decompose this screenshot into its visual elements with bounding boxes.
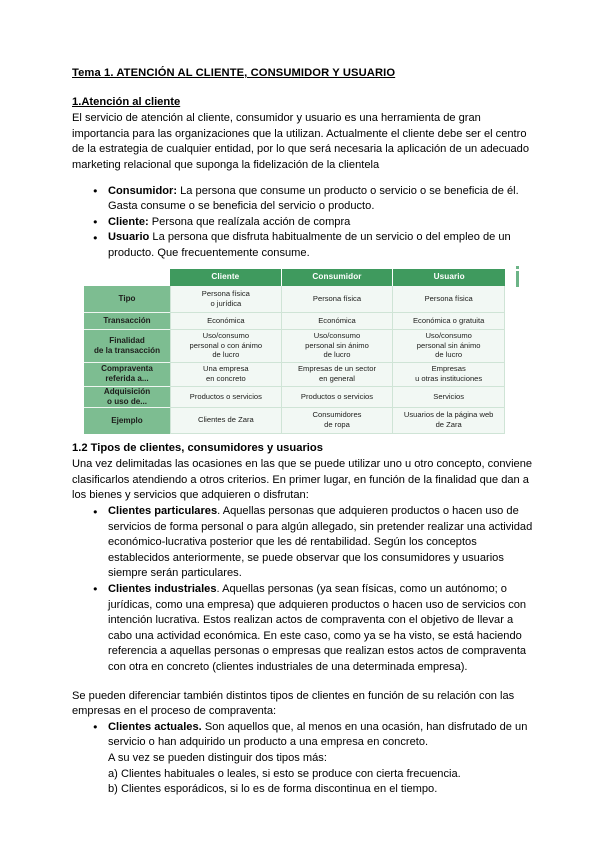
definition-text-consumidor: La persona que consume un producto o servicio o se beneficia de él. Gasta consume o se beneficia del servicio o producto. [108,184,519,213]
table-header-row [84,269,505,286]
section-heading-tipos-de-clientes: 1.2 Tipos de clientes, consumidores y usuarios [72,441,323,454]
row-label-adquisicion [84,387,170,408]
cell-line: Productos o servicios [189,391,262,401]
section2-paragraph2: Se pueden diferenciar también distintos tipos de clientes en función de su relación con las empresas en el proceso de compraventa: [72,689,515,718]
cell-line: Uso/consumo [425,331,472,341]
list-item-clientes-particulares [72,504,540,582]
table-row [84,286,505,313]
row-label-tipo [84,286,170,313]
cell-line: personal o con ánimo [189,340,263,350]
spacer [72,174,540,184]
label-line: Compraventa [101,364,153,374]
cell-line: en concreto [206,374,246,384]
spacer [72,676,540,689]
list-item-usuario [72,230,540,261]
type-term-particulares: Clientes particulares [108,505,218,518]
label-line: referida a... [105,374,149,384]
comparison-table-container [84,269,517,434]
cell-line: Clientes de Zara [197,415,254,425]
relation-text-actuales: Son aquellos que, al menos en una ocasión, han disfrutado de un servicio o han adquirido un producto a una empresa en concreto. [108,720,528,749]
definition-term-usuario: Usuario [108,231,150,244]
cell-tipo-usuario [393,286,505,313]
cell-line: de lucro [435,350,463,360]
cell-line: personal sin ánimo [305,340,369,350]
page-title: Tema 1. ATENCIÓN AL CLIENTE, CONSUMIDOR Y USUARIO [72,67,396,79]
cell-ejemplo-consumidor [282,408,394,434]
table-row [84,408,505,434]
cell-line: Empresas [431,364,466,374]
label-line: o uso de... [107,396,148,406]
cell-line: Uso/consumo [202,331,250,341]
cell-line: u otras instituciones [415,374,483,384]
cell-line: Económica o gratuita [412,315,485,325]
table-header-cliente: Cliente [170,269,282,286]
comparison-table [84,269,505,434]
table-row [84,330,505,363]
cell-ejemplo-cliente [170,408,282,434]
cell-line: personal sin ánimo [416,340,481,350]
row-label-finalidad [84,330,170,363]
cell-line: Persona física [312,293,362,303]
table-row [84,363,505,387]
cell-tipo-consumidor [282,286,394,313]
cell-finalidad-consumidor [282,330,394,363]
cell-line: Persona física [201,288,250,298]
cell-transaccion-consumidor [282,313,394,330]
cell-line: Una empresa [203,364,249,374]
type-text-particulares: . Aquellas personas que adquieren productos o hacen uso de servicios de forma personal o para algún allegado, sin pretender realizar una actividad económico-lucrativa posterior que les dé rentabilidad. Según los conceptos establecidos anteriormente, se puede observar que los consumidores y usuarios siempre serán particulares. [108,505,533,580]
cell-tipo-cliente [170,286,282,313]
cell-line: en general [319,374,355,384]
definition-term-cliente: Cliente: [108,215,149,228]
label-line: Ejemplo [111,415,143,425]
relation-subintro: A su vez se pueden distinguir dos tipos más: [108,751,327,764]
label-line: Adquisición [103,386,151,396]
row-label-compraventa [84,363,170,387]
relation-subitem-a: a) Clientes habituales o leales, si esto se produce con cierta frecuencia. [108,767,461,780]
relation-term-actuales: Clientes actuales. [108,720,202,733]
section1-paragraph: El servicio de atención al cliente, consumidor y usuario es una herramienta de gran importancia para las organizaciones que la utilizan. Actualmente el cliente debe ser el centro de la estrategia de cualquier entidad, por lo que será necesaria la aplicación de un adecuado marketing relacional que suponga la fidelización de la clientela [72,112,530,171]
cell-line: Usuarios de la página web [403,410,494,420]
cell-finalidad-cliente [170,330,282,363]
table-header-usuario: Usuario [393,269,505,286]
cell-adquisicion-usuario [393,387,505,408]
cell-compraventa-usuario [393,363,505,387]
cell-transaccion-usuario [393,313,505,330]
cell-line: de lucro [323,350,351,360]
type-text-industriales: . Aquellas personas (ya sean físicas, como un autónomo; o jurídicas, como una empresa) que adquieren productos o hacen uso de servicios con intención lucrativa. Estos realizan actos de compraventa con el objetivo de llevar a cabo una actividad económica. En este caso, como ya se ha visto, se está haciendo referencia a aquellas personas o empresas que realizan estos actos de compraventa con otra en concreto (clientes industriales de una determinada empresa). [108,582,527,673]
row-label-ejemplo [84,408,170,434]
table-body [84,286,505,434]
definition-text-usuario: La persona que disfruta habitualmente de un servicio o del empleo de un producto. Que frecuentemente consume. [108,231,511,259]
definition-text-cliente: Persona que realízala acción de compra [148,215,351,228]
client-types-list [72,504,540,676]
table-row [84,313,505,330]
table-header-consumidor: Consumidor [282,269,394,286]
cell-line: de Zara [435,420,462,430]
cell-compraventa-cliente [170,363,282,387]
label-line: de la transacción [93,345,161,355]
cell-finalidad-usuario [393,330,505,363]
cell-line: Empresas de un sector [297,364,377,374]
definitions-list [72,184,540,262]
cell-line: o jurídica [210,298,242,308]
cell-compraventa-consumidor [282,363,394,387]
cell-line: Consumidores [312,410,362,420]
label-line: Finalidad [109,335,145,345]
section2-paragraph: Una vez delimitadas las ocasiones en las que se puede utilizar uno u otro concepto, conviene clasificarlos atendiendo a otros criterios. En primer lugar, en función de la finalidad que dan a los bienes y servicios que adquieren o disfrutan: [72,458,533,502]
list-item-clientes-actuales [72,720,540,798]
list-item-consumidor [72,184,540,215]
relation-subitem-b: b) Clientes esporádicos, si lo es de forma discontinua en el tiempo. [108,783,438,796]
cell-line: Económica [318,315,356,325]
cell-line: de ropa [324,420,350,430]
table-corner-cell [84,269,170,286]
cell-adquisicion-cliente [170,387,282,408]
list-item-clientes-industriales [72,582,540,676]
cell-line: Económica [207,315,245,325]
cell-line: de lucro [212,350,240,360]
cell-line: Persona física [424,293,473,303]
list-item-cliente [72,215,540,231]
label-line: Tipo [118,293,136,303]
table-row [84,387,505,408]
client-relations-list [72,720,540,798]
green-tick-artifact [516,271,519,287]
cell-ejemplo-usuario [393,408,505,434]
section-heading-atencion-al-cliente: 1.Atención al cliente [72,96,181,109]
cell-line: Uso/consumo [313,331,361,341]
label-line: Transacción [103,315,151,325]
type-term-industriales: Clientes industriales [108,582,217,595]
table-header [84,269,505,286]
cell-line: Productos o servicios [300,391,374,401]
cell-line: Servicios [433,391,465,401]
row-label-transaccion [84,313,170,330]
cell-adquisicion-consumidor [282,387,394,408]
definition-term-consumidor: Consumidor: [108,184,178,197]
cell-transaccion-cliente [170,313,282,330]
